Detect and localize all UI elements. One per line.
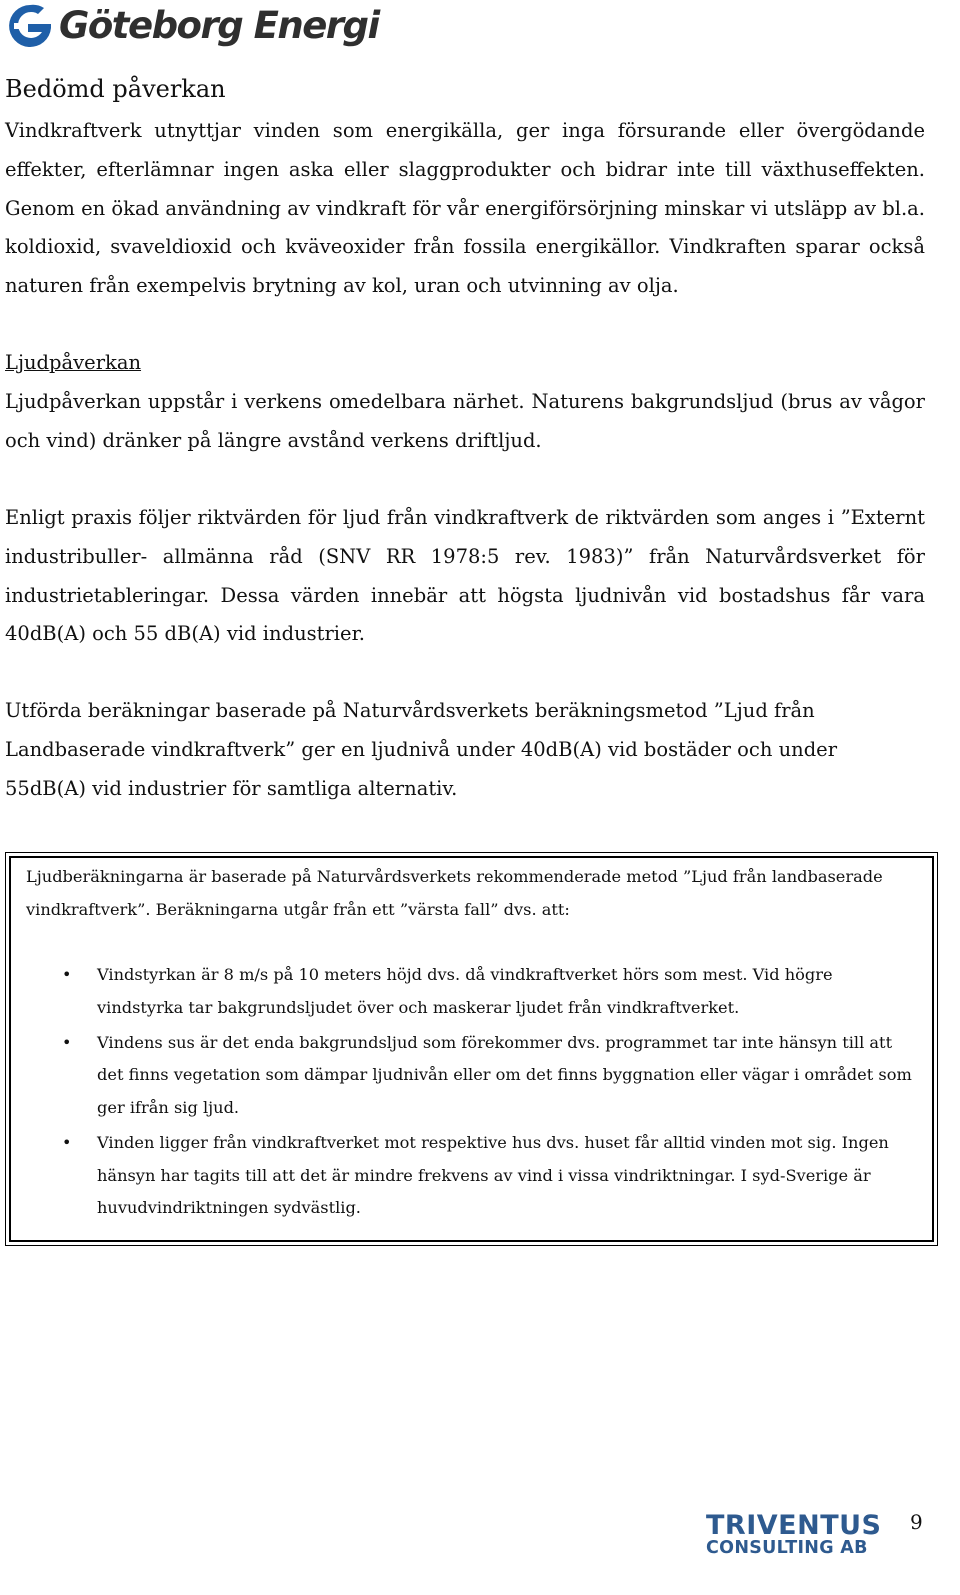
noise-paragraph-2: Enligt praxis följer riktvärden för ljud från vindkraftverk de riktvärden som anges i ”Externt industribuller- allmänna råd (SNV RR 1978:5 rev. 1983)” från Naturvårdsverket för industrietableringar. Dessa värden innebär att högsta ljudnivån vid bostadshus får vara 40dB(A) och 55 dB(A) vid industrier. — [5, 506, 925, 646]
bullet-icon: • — [62, 965, 72, 984]
noise-paragraph-3: Utförda beräkningar baserade på Naturvårdsverkets beräkningsmetod ”Ljud från Landbaserade vindkraftverk” ger en ljudnivå under 40dB(A) vid bostäder och under 55dB(A) vid industrier för samtliga alternativ. — [5, 699, 838, 800]
bullet-icon: • — [62, 1133, 72, 1153]
triventus-logo-line2: CONSULTING AB — [706, 1538, 868, 1558]
impact-paragraph: Vindkraftverk utnyttjar vinden som energikälla, ger inga försurande eller övergödande effekter, efterlämnar ingen aska eller slaggprodukter och bidrar inte till växthuseffekten. Genom en ökad användning av vindkraft för vår energiförsörjning minskar vi utsläpp av bl.a. koldioxid, svaveldioxid och kväveoxider från fossila energikällor. Vindkraften sparar också naturen från exempelvis brytning av kol, uran och utvinning av olja. — [5, 119, 925, 298]
list-item — [6, 1127, 919, 1225]
triventus-logo-line1: TRIVENTUS — [706, 1510, 882, 1541]
goteborg-energi-logo-mark-icon — [4, 2, 56, 50]
list-item — [6, 1027, 919, 1125]
goteborg-energi-logo-text: Göteborg Energi — [59, 4, 379, 47]
list-item-text: Vinden ligger från vindkraftverket mot respektive hus dvs. huset får alltid vinden mot sig. Ingen hänsyn har tagits till att det är mindre frekvens av vind i vissa vindriktningar. I syd-Sverige är huvudvindriktningen sydvästlig. — [97, 1133, 889, 1218]
noise-subheading: Ljudpåverkan — [5, 351, 142, 374]
triventus-logo — [706, 1511, 886, 1559]
noise-paragraph-1: Ljudpåverkan uppstår i verkens omedelbara närhet. Naturens bakgrundsljud (brus av vågor och vind) dränker på längre avstånd verkens driftljud. — [5, 390, 925, 452]
assumption-list — [6, 959, 926, 1228]
list-item-text: Vindstyrkan är 8 m/s på 10 meters höjd dvs. då vindkraftverket hörs som mest. Vid högre vindstyrka tar bakgrundsljudet över och maskerar ljudet från vindkraftverket. — [97, 965, 833, 1017]
calculation-note-box — [5, 852, 938, 1246]
bullet-icon: • — [62, 1032, 72, 1052]
list-item-text: Vindens sus är det enda bakgrundsljud som förekommer dvs. programmet tar inte hänsyn till att det finns vegetation som dämpar ljudnivån eller om det finns byggnation eller vägar i området som ger ifrån sig ljud. — [97, 1032, 912, 1117]
list-item — [6, 959, 919, 1024]
section-heading: Bedömd påverkan — [5, 75, 226, 103]
page-number: 9 — [910, 1510, 923, 1534]
goteborg-energi-logo — [4, 0, 379, 52]
calculation-note-intro: Ljudberäkningarna är baserade på Naturvårdsverkets rekommenderade metod ”Ljud från landbaserade vindkraftverk”. Beräkningarna utgår från ett ”värsta fall” dvs. att: — [26, 867, 883, 919]
